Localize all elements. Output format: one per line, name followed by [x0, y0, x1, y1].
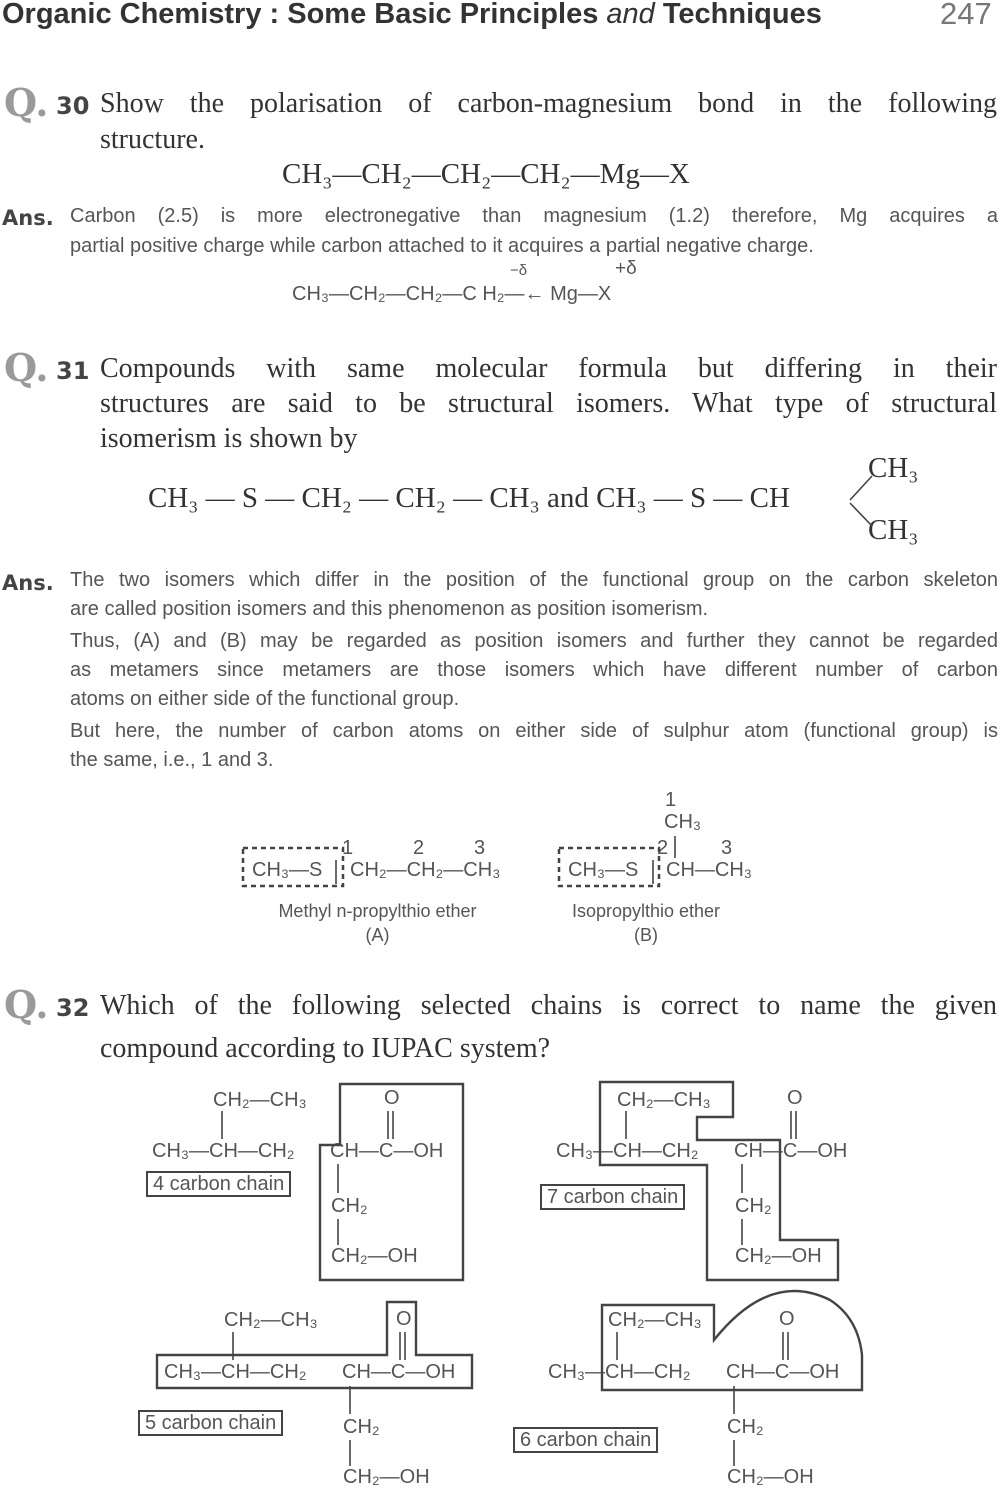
chain-outline-7	[600, 1082, 838, 1280]
isomer-a-boxed-group: CH₃—S	[252, 859, 323, 881]
ethyl-branch: CH₂—CH₃	[213, 1089, 307, 1111]
carbon-number: 3	[474, 837, 486, 859]
branch-bond	[850, 503, 872, 526]
carbonyl-oxygen: O	[787, 1087, 803, 1109]
question-mark: Q.	[4, 982, 49, 1027]
main-chain-left: CH₃—CH—CH₂	[548, 1361, 691, 1383]
answer-text: atoms on either side of the functional group.	[70, 688, 460, 710]
partial-negative-charge: −δ	[510, 262, 528, 279]
title-and: and	[606, 0, 655, 30]
option-7-carbon-chain[interactable]: 7 carbon chain	[540, 1184, 685, 1210]
carbon-number: 2	[657, 837, 669, 859]
question-text: Show the polarisation of carbon-magnesium bond in the following	[100, 88, 997, 119]
answer-text: Thus, (A) and (B) may be regarded as position isomers and further they cannot be regarded	[70, 630, 998, 652]
side-ch2: CH₂	[331, 1195, 368, 1217]
question-text: structures are said to be structural isomers. What type of structural	[100, 388, 997, 419]
main-chain-left: CH₃—CH—CH₂	[556, 1140, 699, 1162]
ethyl-branch: CH₂—CH₃	[608, 1309, 702, 1331]
side-ch2-oh: CH₂—OH	[735, 1245, 822, 1267]
question-number: 30	[56, 92, 90, 120]
answer-text: are called position isomers and this phenomenon as position isomerism.	[70, 598, 709, 620]
side-ch2: CH₂	[343, 1416, 380, 1438]
answer-label: Ans.	[2, 571, 54, 595]
main-chain-right: CH—C—OH	[734, 1140, 848, 1162]
question-number: 32	[56, 994, 90, 1022]
grignard-formula: CH₃—CH₂—CH₂—CH₂—Mg—X	[282, 158, 690, 190]
title-part: Organic Chemistry : Some Basic Principles	[2, 0, 607, 30]
side-ch2: CH₂	[727, 1416, 764, 1438]
page-number: 247	[940, 0, 992, 31]
dashed-box-a	[243, 848, 343, 886]
chain-outline-6	[602, 1291, 862, 1390]
main-chain-left: CH₃—CH—CH₂	[164, 1361, 307, 1383]
partial-positive-charge: +δ	[615, 258, 637, 279]
side-ch2-oh: CH₂—OH	[331, 1245, 418, 1267]
isomer-formulas: CH₃ — S — CH₂ — CH₂ — CH₃ and CH₃ — S — CH	[148, 482, 790, 514]
isomer-b-name: Isopropylthio ether	[571, 901, 721, 921]
branch-methyl-bottom: CH₃	[868, 514, 919, 546]
isomer-b-tag: (B)	[634, 925, 658, 945]
main-chain-right: CH—C—OH	[342, 1361, 456, 1383]
answer-text: But here, the number of carbon atoms on either side of sulphur atom (functional group) is	[70, 720, 998, 742]
answer-text: as metamers since metamers are those isomers which have different number of carbon	[70, 659, 998, 681]
question-mark: Q.	[4, 345, 49, 390]
isomer-a-name: Methyl n-propylthio ether	[278, 901, 477, 921]
carbon-number: 3	[721, 837, 733, 859]
title-part: Techniques	[654, 0, 822, 30]
main-chain-right: CH—C—OH	[330, 1140, 444, 1162]
carbon-number: 1	[665, 789, 677, 811]
carbonyl-oxygen: O	[779, 1308, 795, 1330]
carbonyl-oxygen: O	[384, 1087, 400, 1109]
main-chain-right: CH—C—OH	[726, 1361, 840, 1383]
answer-text: Carbon (2.5) is more electronegative than magnesium (1.2) therefore, Mg acquires a	[70, 205, 998, 227]
isomer-b-top-methyl: CH₃	[664, 811, 702, 833]
option-6-carbon-chain[interactable]: 6 carbon chain	[513, 1427, 658, 1453]
isomer-a-tag: (A)	[365, 925, 390, 945]
question-text: isomerism is shown by	[100, 423, 358, 454]
question-number: 31	[56, 357, 90, 385]
question-text: compound according to IUPAC system?	[100, 1033, 551, 1064]
dashed-box-b	[559, 848, 659, 886]
ethyl-branch: CH₂—CH₃	[617, 1089, 711, 1111]
chain-outline-4	[320, 1084, 463, 1280]
option-4-carbon-chain[interactable]: 4 carbon chain	[146, 1171, 291, 1197]
chain-outline-5	[157, 1302, 472, 1388]
side-ch2-oh: CH₂—OH	[343, 1466, 430, 1488]
isomer-b-chain: CH—CH₃	[666, 859, 752, 881]
branch-bond	[850, 476, 872, 500]
main-chain-left: CH₃—CH—CH₂	[152, 1140, 295, 1162]
isomer-b-boxed-group: CH₃—S	[568, 859, 639, 881]
carbon-number: 1	[342, 837, 354, 859]
carbonyl-oxygen: O	[396, 1308, 412, 1330]
option-5-carbon-chain[interactable]: 5 carbon chain	[138, 1410, 283, 1436]
answer-text: partial positive charge while carbon attached to it acquires a partial negative charge.	[70, 235, 814, 257]
carbon-number: 2	[413, 837, 425, 859]
answer-text: The two isomers which differ in the position of the functional group on the carbon skeleton	[70, 569, 998, 591]
question-text: Compounds with same molecular formula but differing in their	[100, 353, 997, 384]
branch-methyl-top: CH₃	[868, 452, 919, 484]
isomer-a-chain: CH₂—CH₂—CH₃	[350, 859, 501, 881]
question-mark: Q.	[4, 80, 49, 125]
side-ch2-oh: CH₂—OH	[727, 1466, 814, 1488]
answer-label: Ans.	[2, 206, 54, 230]
ethyl-branch: CH₂—CH₃	[224, 1309, 318, 1331]
side-ch2: CH₂	[735, 1195, 772, 1217]
polarised-formula: CH₃—CH₂—CH₂—C H₂—← Mg—X	[292, 283, 612, 305]
question-text: structure.	[100, 124, 205, 155]
question-text: Which of the following selected chains is correct to name the given	[100, 990, 997, 1021]
answer-text: the same, i.e., 1 and 3.	[70, 749, 274, 771]
